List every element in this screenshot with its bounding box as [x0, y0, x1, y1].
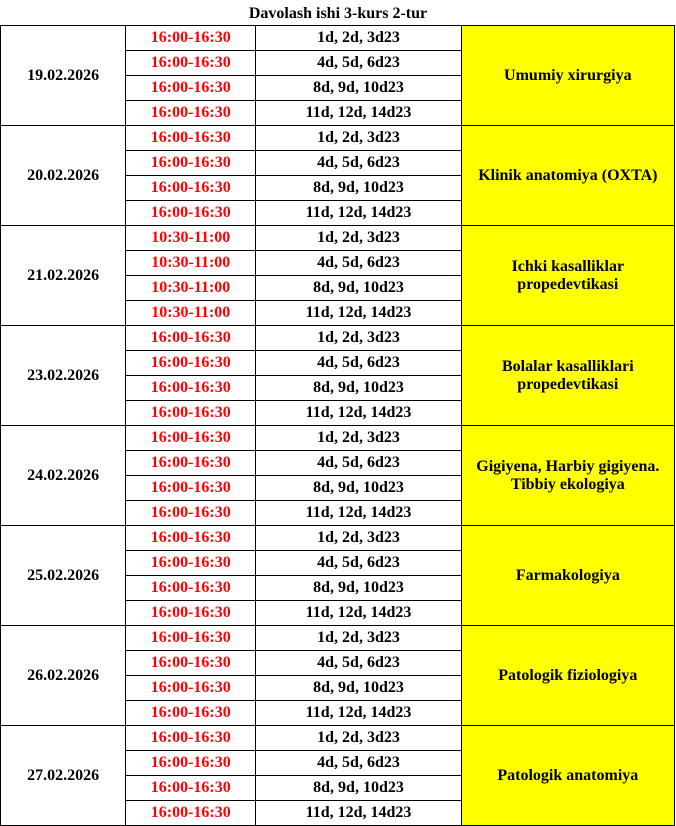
groups-cell: 11d, 12d, 14d23: [256, 301, 461, 326]
groups-cell: 8d, 9d, 10d23: [256, 176, 461, 201]
groups-cell: 4d, 5d, 6d23: [256, 551, 461, 576]
date-cell: 20.02.2026: [1, 126, 126, 226]
date-cell: 24.02.2026: [1, 426, 126, 526]
time-cell: 16:00-16:30: [126, 126, 256, 151]
time-cell: 16:00-16:30: [126, 751, 256, 776]
date-cell: 27.02.2026: [1, 726, 126, 826]
time-cell: 16:00-16:30: [126, 501, 256, 526]
time-cell: 16:00-16:30: [126, 426, 256, 451]
time-cell: 16:00-16:30: [126, 676, 256, 701]
schedule-table: [0, 25, 675, 826]
groups-cell: 8d, 9d, 10d23: [256, 276, 461, 301]
table-row: [1, 526, 675, 551]
table-row: [1, 726, 675, 751]
time-cell: 16:00-16:30: [126, 801, 256, 826]
groups-cell: 1d, 2d, 3d23: [256, 226, 461, 251]
groups-cell: 11d, 12d, 14d23: [256, 601, 461, 626]
subject-cell: Patologik fiziologiya: [461, 626, 674, 726]
groups-cell: 11d, 12d, 14d23: [256, 801, 461, 826]
time-cell: 16:00-16:30: [126, 151, 256, 176]
time-cell: 16:00-16:30: [126, 51, 256, 76]
date-cell: 23.02.2026: [1, 326, 126, 426]
schedule-title: Davolash ishi 3-kurs 2-tur: [248, 5, 428, 22]
subject-cell: Bolalar kasalliklari propedevtikasi: [461, 326, 674, 426]
subject-cell: Ichki kasalliklar propedevtikasi: [461, 226, 674, 326]
time-cell: 16:00-16:30: [126, 551, 256, 576]
time-cell: 16:00-16:30: [126, 76, 256, 101]
time-cell: 16:00-16:30: [126, 726, 256, 751]
time-cell: 16:00-16:30: [126, 776, 256, 801]
schedule-table-body: [1, 26, 675, 826]
table-row: [1, 326, 675, 351]
time-cell: 16:00-16:30: [126, 326, 256, 351]
groups-cell: 8d, 9d, 10d23: [256, 476, 461, 501]
groups-cell: 1d, 2d, 3d23: [256, 26, 461, 51]
groups-cell: 11d, 12d, 14d23: [256, 701, 461, 726]
groups-cell: 1d, 2d, 3d23: [256, 126, 461, 151]
time-cell: 16:00-16:30: [126, 351, 256, 376]
date-cell: 19.02.2026: [1, 26, 126, 126]
time-cell: 16:00-16:30: [126, 526, 256, 551]
groups-cell: 8d, 9d, 10d23: [256, 376, 461, 401]
groups-cell: 1d, 2d, 3d23: [256, 526, 461, 551]
time-cell: 10:30-11:00: [126, 251, 256, 276]
groups-cell: 8d, 9d, 10d23: [256, 776, 461, 801]
time-cell: 16:00-16:30: [126, 601, 256, 626]
date-cell: 25.02.2026: [1, 526, 126, 626]
table-row: [1, 626, 675, 651]
groups-cell: 4d, 5d, 6d23: [256, 51, 461, 76]
groups-cell: 1d, 2d, 3d23: [256, 726, 461, 751]
groups-cell: 1d, 2d, 3d23: [256, 426, 461, 451]
subject-cell: Umumiy xirurgiya: [461, 26, 674, 126]
time-cell: 16:00-16:30: [126, 401, 256, 426]
groups-cell: 4d, 5d, 6d23: [256, 251, 461, 276]
subject-cell: Farmakologiya: [461, 526, 674, 626]
time-cell: 10:30-11:00: [126, 276, 256, 301]
time-cell: 16:00-16:30: [126, 626, 256, 651]
time-cell: 16:00-16:30: [126, 576, 256, 601]
groups-cell: 11d, 12d, 14d23: [256, 101, 461, 126]
groups-cell: 11d, 12d, 14d23: [256, 201, 461, 226]
time-cell: 16:00-16:30: [126, 651, 256, 676]
table-row: [1, 226, 675, 251]
groups-cell: 8d, 9d, 10d23: [256, 676, 461, 701]
time-cell: 16:00-16:30: [126, 176, 256, 201]
time-cell: 16:00-16:30: [126, 476, 256, 501]
time-cell: 16:00-16:30: [126, 451, 256, 476]
time-cell: 10:30-11:00: [126, 226, 256, 251]
date-cell: 26.02.2026: [1, 626, 126, 726]
time-cell: 10:30-11:00: [126, 301, 256, 326]
groups-cell: 4d, 5d, 6d23: [256, 151, 461, 176]
groups-cell: 11d, 12d, 14d23: [256, 401, 461, 426]
time-cell: 16:00-16:30: [126, 101, 256, 126]
time-cell: 16:00-16:30: [126, 26, 256, 51]
groups-cell: 4d, 5d, 6d23: [256, 651, 461, 676]
subject-cell: Patologik anatomiya: [461, 726, 674, 826]
groups-cell: 1d, 2d, 3d23: [256, 326, 461, 351]
groups-cell: 4d, 5d, 6d23: [256, 451, 461, 476]
time-cell: 16:00-16:30: [126, 201, 256, 226]
groups-cell: 8d, 9d, 10d23: [256, 76, 461, 101]
table-row: [1, 126, 675, 151]
time-cell: 16:00-16:30: [126, 701, 256, 726]
subject-cell: Klinik anatomiya (OXTA): [461, 126, 674, 226]
groups-cell: 1d, 2d, 3d23: [256, 626, 461, 651]
groups-cell: 11d, 12d, 14d23: [256, 501, 461, 526]
table-row: [1, 26, 675, 51]
table-row: [1, 426, 675, 451]
subject-cell: Gigiyena, Harbiy gigiyena. Tibbiy ekologiya: [461, 426, 674, 526]
groups-cell: 8d, 9d, 10d23: [256, 576, 461, 601]
groups-cell: 4d, 5d, 6d23: [256, 751, 461, 776]
time-cell: 16:00-16:30: [126, 376, 256, 401]
groups-cell: 4d, 5d, 6d23: [256, 351, 461, 376]
date-cell: 21.02.2026: [1, 226, 126, 326]
